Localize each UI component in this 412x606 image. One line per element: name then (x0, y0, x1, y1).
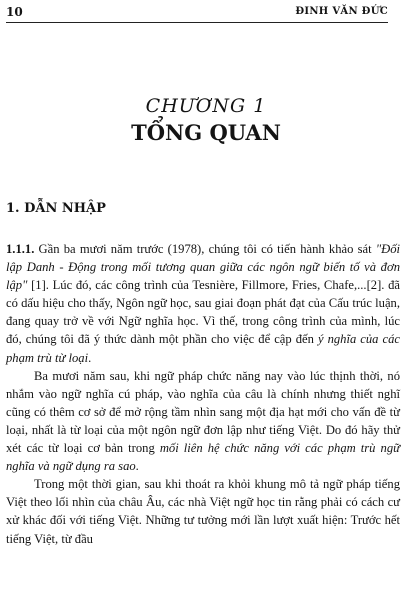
paragraph-2 (6, 367, 400, 476)
paragraph-text: Gần ba mươi năm trước (1978), chúng tôi có tiến hành khảo sát (34, 242, 376, 256)
section-heading: 1. DẪN NHẬP (6, 201, 106, 216)
paragraph-1 (6, 240, 400, 367)
paragraph-text: . (88, 350, 92, 365)
running-header (6, 4, 388, 23)
paragraph-3 (6, 475, 400, 547)
paragraph-text: [1]. Lúc đó, các công trình của Tesnière, Fillmore, Fries, Chafe,...[2]. đã có dấu hiệu cho thấy, Ngôn ngữ học, sau giai đoạn phát đạt của Cấu trúc luận, đang quay trở về với Ngữ nghĩa học. Vì thế, trong công trình của mình, lúc đó, chúng tôi đã ý thức dành một phần cho việc để cập đến (6, 278, 400, 347)
running-header-author: ĐINH VĂN ĐỨC (295, 6, 388, 17)
paragraph-text: . (135, 459, 139, 474)
page-number: 10 (6, 5, 23, 19)
chapter-title: TỔNG QUAN (131, 120, 281, 145)
paragraph-text: Trong một thời gian, sau khi thoát ra khỏi khung mô tả ngữ pháp tiếng Việt theo lối nhìn của châu Âu, các nhà Việt ngữ học tin rằng phải có cách cư xử khác đối với tiếng Việt. Những tư tưởng mới lần lượt xuất hiện: Trước hết tiếng Việt, từ đầu (6, 477, 400, 546)
body-text (6, 240, 400, 548)
paragraph-italic-text: mối liên hệ chức năng với các phạm trù ngữ nghĩa và ngữ dụng ra sao (6, 441, 400, 474)
paragraph-text: Ba mươi năm sau, khi ngữ pháp chức năng nay vào lúc thịnh thời, nó nhắm vào ngữ nghĩa cú pháp, vào nghĩa của câu là chính nhưng thiết nghĩ cũng có thêm cơ sở để mở rộng tầm nhìn sang một địa hạt mới cho vấn đề từ loại, nhất là từ loại của một ngôn ngữ đơn lập như tiếng Việt. Do đó hãy thử xét các từ loại cơ bản trong (6, 368, 400, 456)
paragraph-number: 1.1.1. (6, 242, 35, 256)
paragraph-italic-text: "Đối lập Danh - Động trong mối tương quan giữa các ngôn ngữ biến tố và đơn lập" (6, 242, 400, 293)
chapter-label: CHƯƠNG 1 (145, 95, 267, 117)
paragraph-italic-text: ý nghĩa của các phạm trù từ loại (6, 332, 400, 365)
